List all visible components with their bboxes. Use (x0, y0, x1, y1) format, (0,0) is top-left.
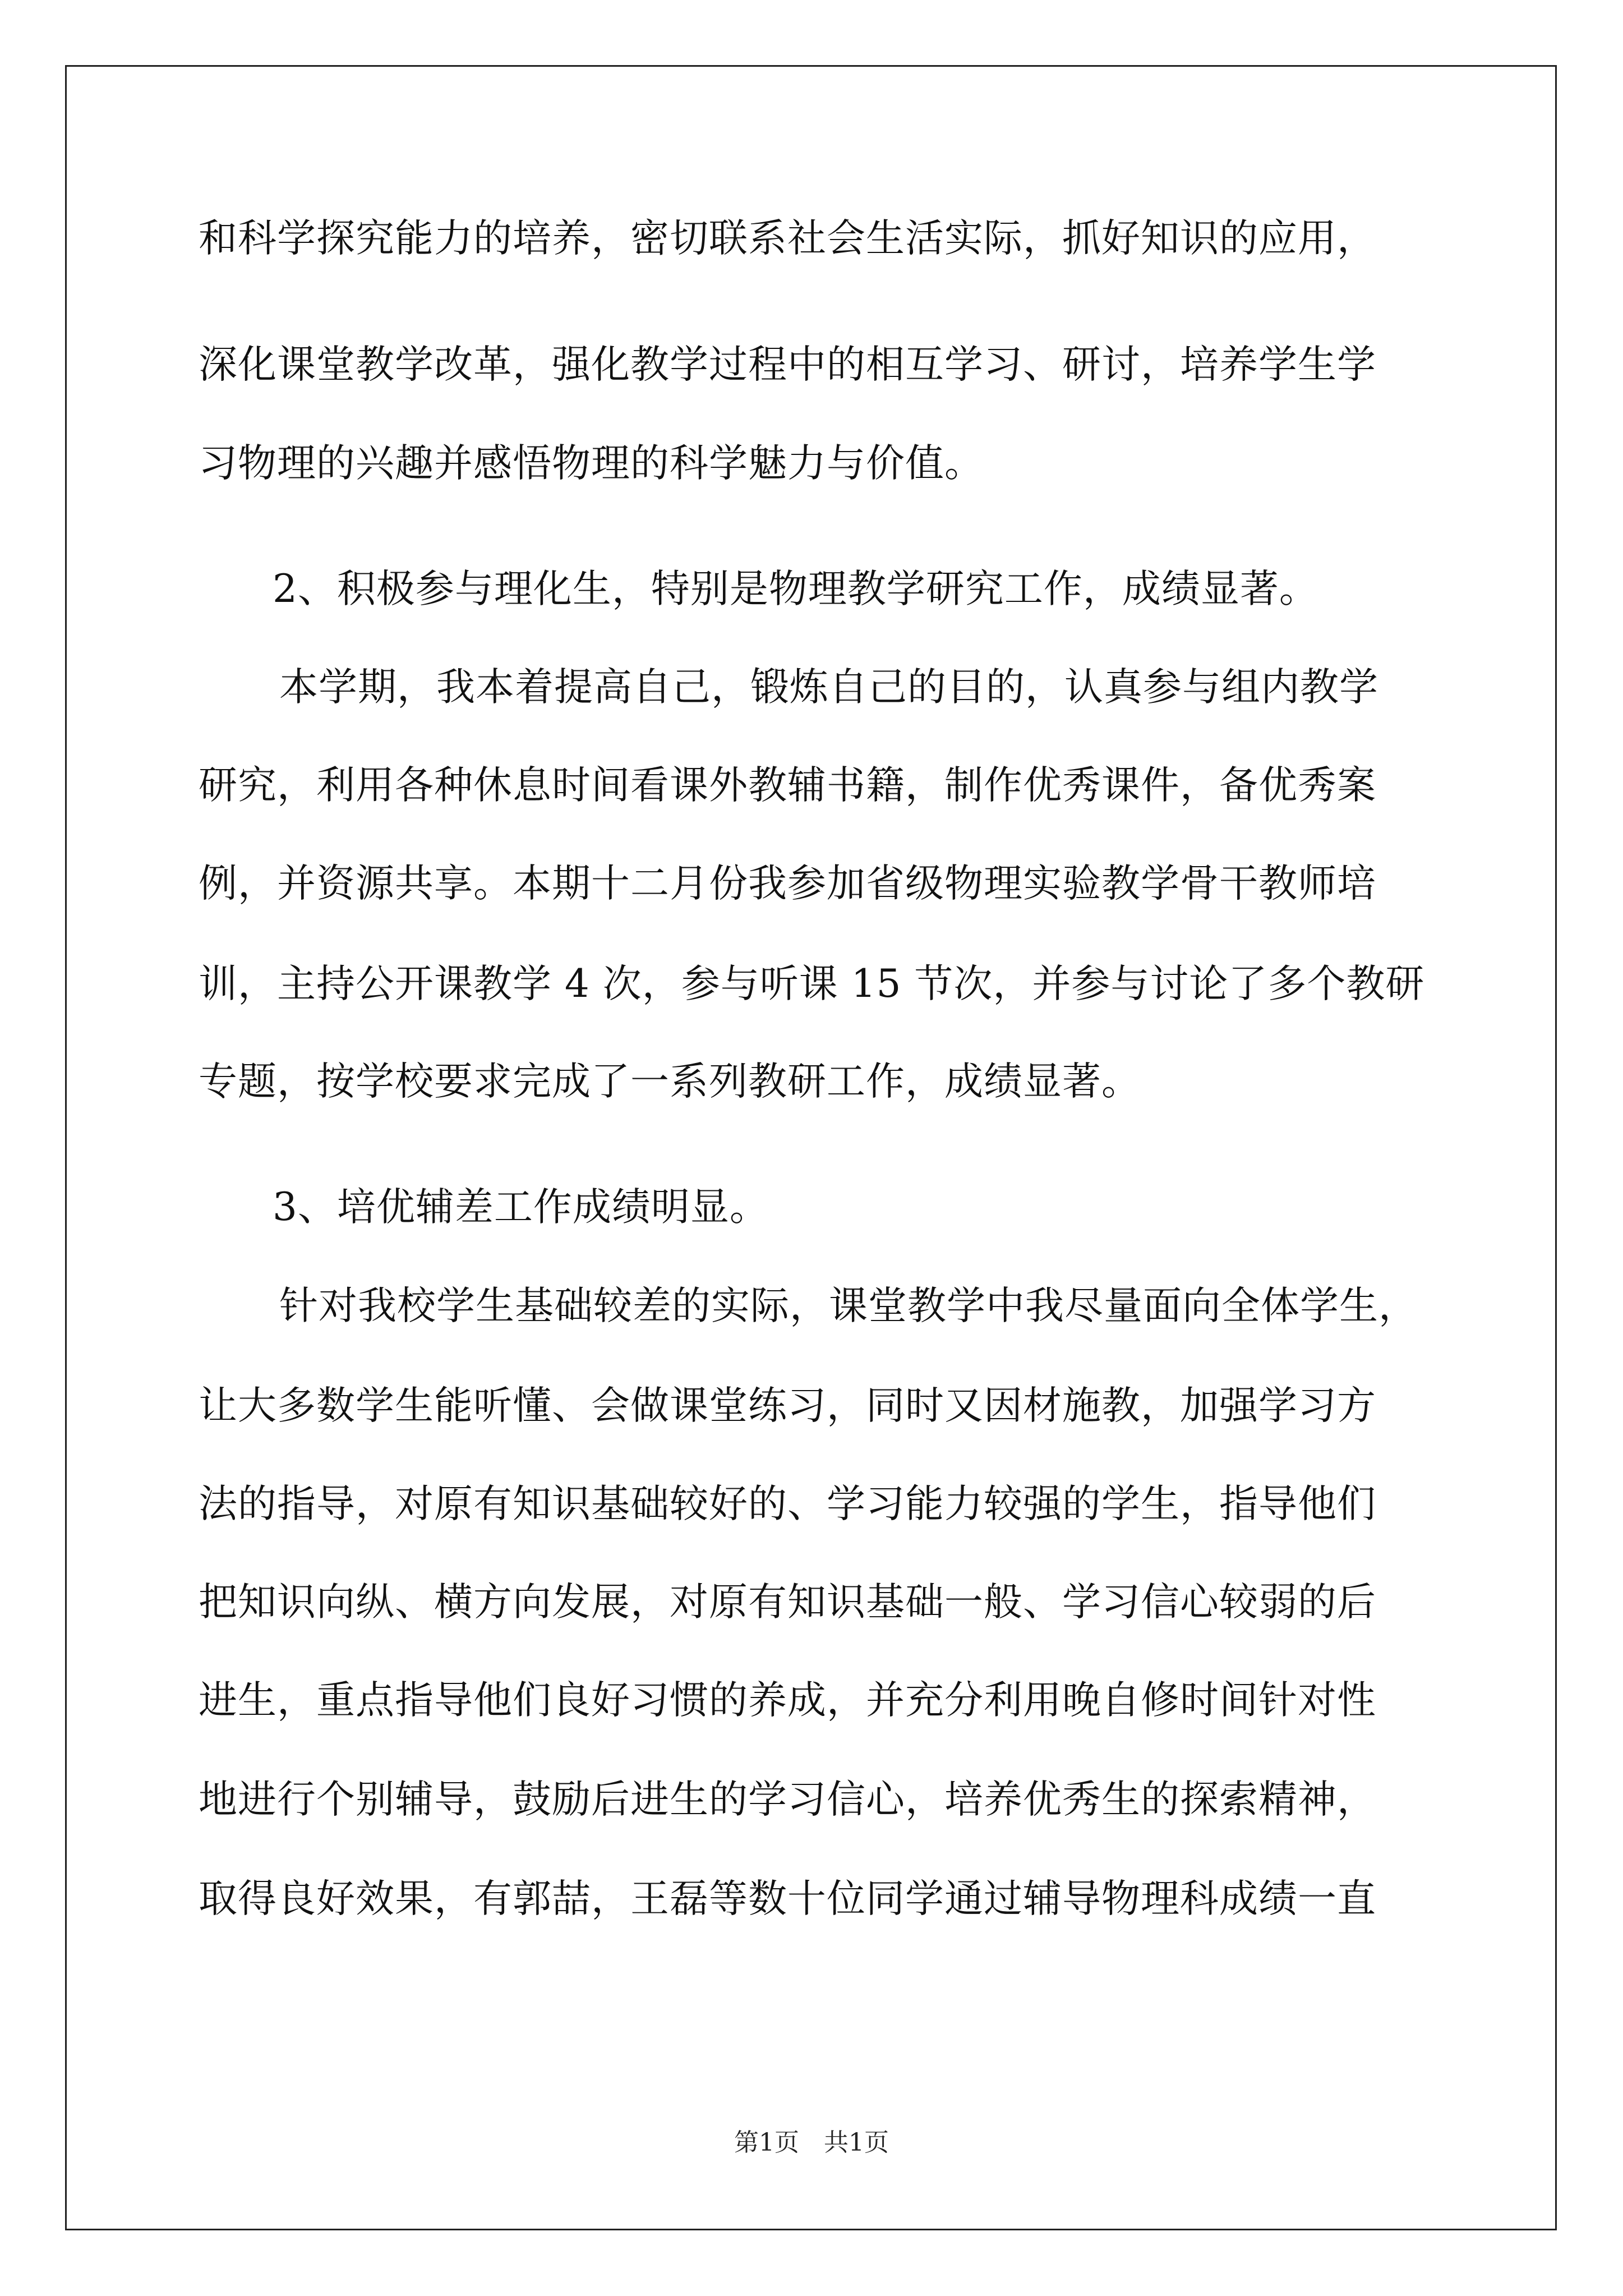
text-line-17: 取得良好效果，有郭喆，王磊等数十位同学通过辅导物理科成绩一直 (199, 1876, 1376, 1921)
page-number: 第1页 (734, 2128, 799, 2157)
text-line-13: 法的指导，对原有知识基础较好的、学习能力较强的学生，指导他们 (199, 1481, 1376, 1526)
text-line-9: 专题，按学校要求完成了一系列教研工作，成绩显著。 (199, 1059, 1141, 1104)
text-line-3: 习物理的兴趣并感悟物理的科学魅力与价值。 (199, 441, 984, 486)
text-line-12: 让大多数学生能听懂、会做课堂练习，同时又因材施教，加强学习方 (199, 1383, 1376, 1428)
text-line-4: 2、积极参与理化生，特别是物理教学研究工作，成绩显著。 (273, 567, 1318, 611)
text-line-6: 研究，利用各种休息时间看课外教辅书籍，制作优秀课件，备优秀案 (199, 763, 1376, 808)
text-line-11: 针对我校学生基础较差的实际，课堂教学中我尽量面向全体学生， (279, 1283, 1418, 1328)
page-total: 共1页 (824, 2128, 889, 2157)
text-line-15: 进生，重点指导他们良好习惯的养成，并充分利用晚自修时间针对性 (199, 1678, 1376, 1723)
page-footer (0, 2126, 1623, 2160)
text-line-16: 地进行个别辅导，鼓励后进生的学习信心，培养优秀生的探索精神， (199, 1777, 1376, 1822)
text-line-14: 把知识向纵、横方向发展，对原有知识基础一般、学习信心较弱的后 (199, 1580, 1376, 1625)
text-line-5: 本学期，我本着提高自己，锻炼自己的目的，认真参与组内教学 (279, 665, 1378, 710)
text-line-10: 3、培优辅差工作成绩明显。 (273, 1185, 769, 1230)
text-line-1: 和科学探究能力的培养，密切联系社会生活实际，抓好知识的应用， (199, 216, 1376, 261)
text-line-8: 训，主持公开课教学 4 次，参与听课 15 节次，并参与讨论了多个教研 (199, 961, 1425, 1006)
text-line-7: 例，并资源共享。本期十二月份我参加省级物理实验教学骨干教师培 (199, 861, 1376, 906)
text-line-2: 深化课堂教学改革，强化教学过程中的相互学习、研讨，培养学生学 (199, 342, 1376, 387)
